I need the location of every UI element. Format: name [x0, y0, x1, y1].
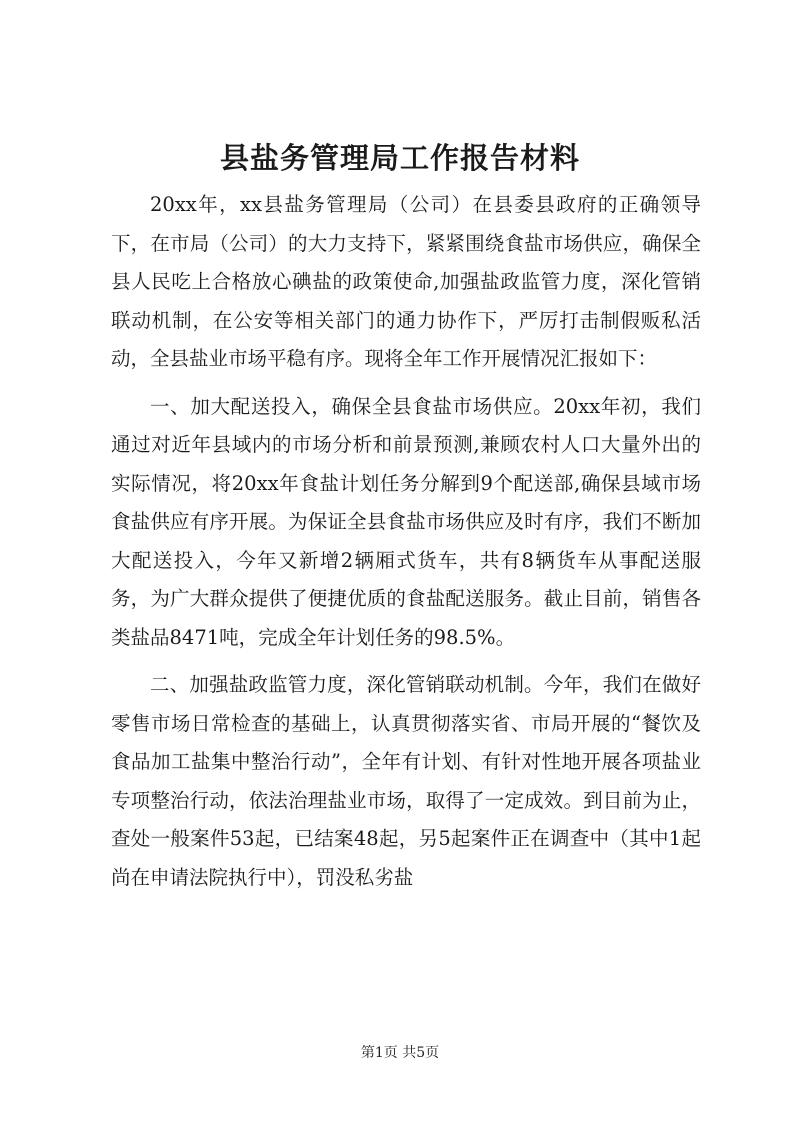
paragraph-section-two: 二、加强盐政监管力度，深化管销联动机制。今年，我们在做好零售市场日常检查的基础上，认真贯彻落实省、市局开展的“餐饮及食品加工盐集中整治行动”，全年有计划、有针对性地开展各项盐业专项整治行动，依法治理盐业市场，取得了一定成效。到目前为止，查处一般案件53起，已结案48起，另5起案件正在调查中（其中1起尚在申请法院执行中），罚没私劣盐 — [111, 673, 701, 889]
document-body — [111, 186, 701, 897]
document-title: 县盐务管理局工作报告材料 — [219, 141, 580, 175]
paragraph-intro: 20xx年，xx县盐务管理局（公司）在县委县政府的正确领导下，在市局（公司）的大力支持下，紧紧围绕食盐市场供应，确保全县人民吃上合格放心碘盐的政策使命,加强盐政监管力度，深化管销联动机制，在公安等相关部门的通力协作下，严厉打击制假贩私活动，全县盐业市场平稳有序。现将全年工作开展情况汇报如下： — [111, 193, 701, 370]
paragraph-section-one: 一、加大配送投入，确保全县食盐市场供应。20xx年初，我们通过对近年县域内的市场分析和前景预测,兼顾农村人口大量外出的实际情况，将20xx年食盐计划任务分解到9个配送部,确保县域市场食盐供应有序开展。为保证全县食盐市场供应及时有序，我们不断加大配送投入，今年又新增2辆厢式货车，共有8辆货车从事配送服务，为广大群众提供了便捷优质的食盐配送服务。截止目前，销售各类盐品8471吨，完成全年计划任务的98.5%。 — [111, 394, 701, 649]
page-number-footer: 第1页 共5页 — [360, 1045, 440, 1061]
